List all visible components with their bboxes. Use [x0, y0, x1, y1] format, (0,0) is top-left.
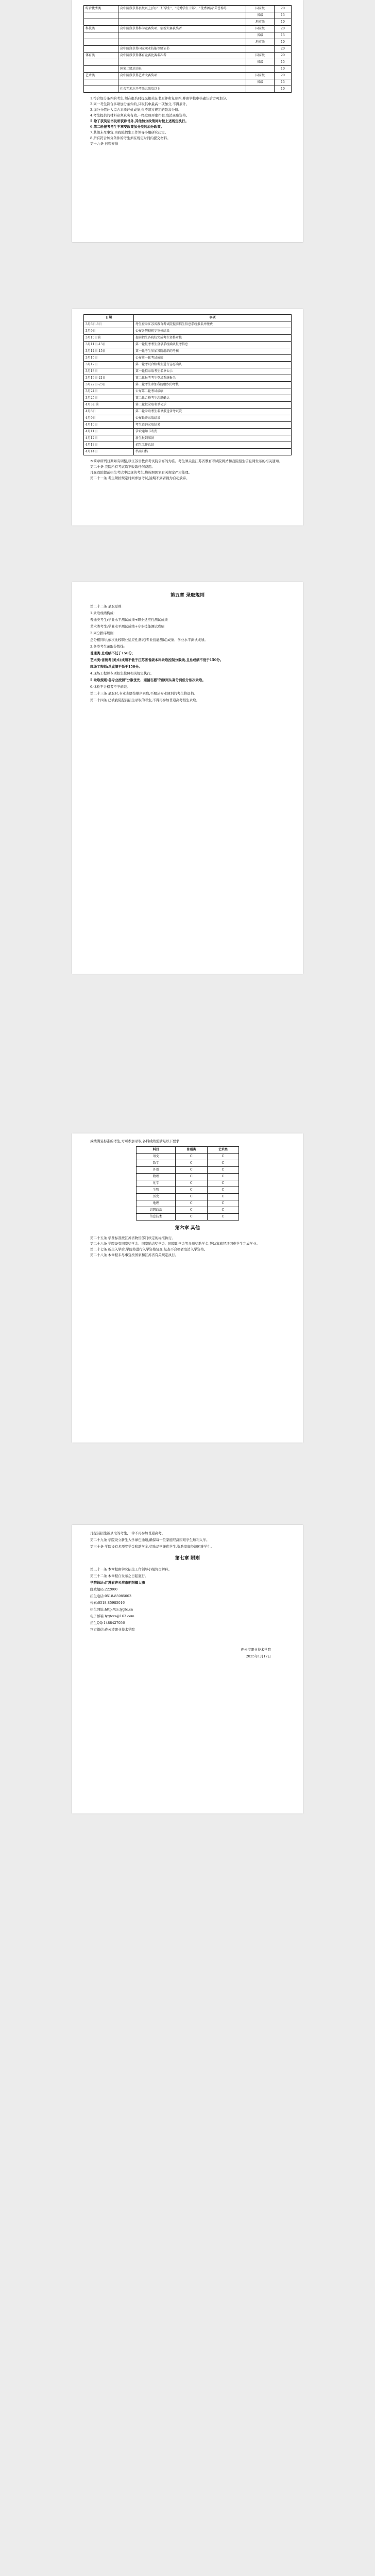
grade-row	[137, 1167, 239, 1174]
bonus-cell-cat: 艺术类	[84, 73, 118, 79]
grade-row	[137, 1154, 239, 1160]
schedule-item: 公布各院校初步审核结果	[134, 328, 292, 335]
bonus-cell-score: 20	[275, 26, 292, 32]
schedule-row	[84, 368, 292, 375]
rule-b2: 艺术类:省统考(美术)成绩不低于江苏省省级本科录取控制分数线,且总成绩不低于150分。	[90, 658, 224, 662]
bonus-cell-cat	[84, 86, 118, 93]
bonus-cell-level: 地市级	[246, 19, 275, 26]
note-1: 1.符合加分条件的考生,须在报名时提交相关证书原件和复印件,并由学校审核确认后方可加分。	[90, 96, 230, 100]
bonus-cell-level: 地市级	[246, 39, 275, 46]
schedule-item: 第二轮考生参加我院组织的考核	[134, 382, 292, 388]
final-r1: 第二十九条 学院设立新生入学绿色通道,确保每一位家庭经济困难学生顺利入学。	[90, 1538, 210, 1542]
bonus-cell-cat	[84, 19, 118, 26]
schedule-date: 3月25日	[84, 395, 134, 402]
rule-p2: 1.录取成绩构成:	[90, 611, 115, 615]
grade-subject: 思想政治	[137, 1207, 176, 1214]
bonus-row	[84, 73, 292, 79]
grade-art: C	[207, 1160, 238, 1167]
rule-p11: 第二十三条 录取时,专业志愿按顺序录取,不服从专业调剂的考生将退档。	[90, 691, 197, 696]
bonus-row	[84, 86, 292, 93]
grade-general: C	[176, 1200, 207, 1207]
bonus-cell-cat	[84, 79, 118, 86]
grade-row	[137, 1187, 239, 1194]
rule-p12: 第二十四条 已被我院提前招生录取的考生,不得再参加普通高考招生录取。	[90, 698, 200, 702]
grade-subject: 生物	[137, 1187, 176, 1194]
grade-general: C	[176, 1214, 207, 1221]
schedule-item: 考生查询录取结果	[134, 422, 292, 429]
schedule-note-2: 第二十条 我院所有考试均不收取任何费用。	[90, 465, 155, 469]
bonus-cell-item: 高中阶段获得县级以上(含)"三好学生"、"优秀学生干部"、"优秀团员"荣誉称号	[118, 6, 246, 12]
annex-2: 第三十二条 本章程自发布之日起施行。	[90, 1574, 148, 1578]
schedule-row	[84, 402, 292, 409]
grade-row	[137, 1214, 239, 1221]
rule-p3: 普通类考生:学业水平测试成绩+职业适应性测试成绩	[90, 618, 168, 622]
schedule-date: 4月13日	[84, 442, 134, 449]
grade-general: C	[176, 1187, 207, 1194]
rule-b3: 现场工程师:总成绩不低于150分。	[90, 665, 142, 669]
grade-art: C	[207, 1180, 238, 1187]
fax: 传真:0518-85985016	[90, 1601, 125, 1605]
schedule-item: 公布第一轮考试成绩	[134, 355, 292, 362]
schedule-row	[84, 321, 292, 328]
schedule-item: 第二轮录取考生名单报送省考试院	[134, 409, 292, 415]
final-r2: 第三十条 学院设有多项奖学金和助学金,奖励品学兼优学生,资助家庭经济困难学生。	[90, 1545, 214, 1549]
grade-art: C	[207, 1200, 238, 1207]
grade-general: C	[176, 1180, 207, 1187]
note-8: 8.所有符合加分条件的考生须在规定时间内提交材料。	[90, 136, 171, 140]
schedule-note-3: 凡在我院提前招生考试中违规的考生,将按照国家有关规定严肃处理。	[90, 470, 192, 474]
schedule-date: 3月16日	[84, 355, 134, 362]
schedule-date: 4月14日	[84, 449, 134, 455]
schedule-row	[84, 382, 292, 388]
bonus-cell-item: 高中阶段获得国家职业技能等级证书	[118, 46, 246, 53]
schedule-date: 3月14日-15日	[84, 348, 134, 355]
other-4: 第二十八条 本章程未尽事宜按国家和江苏省有关规定执行。	[90, 1253, 179, 1257]
schedule-date: 4月8日	[84, 409, 134, 415]
bonus-notes	[83, 96, 292, 147]
bonus-cell-cat: 体育类	[84, 53, 118, 59]
schedule-date: 3月22日-23日	[84, 382, 134, 388]
bonus-cell-score: 20	[275, 6, 292, 12]
rule-p9: 5.录取规则:各专业按照"分数优先、遵循志愿"的原则从高分到低分依次录取。	[90, 678, 206, 682]
schedule-item: 公布最终录取结果	[134, 415, 292, 422]
bonus-row	[84, 12, 292, 19]
schedule-header-date: 日期	[84, 315, 134, 321]
note-7: 7.其他未尽事宜,由我院招生工作领导小组研究决定。	[90, 130, 168, 134]
schedule-item: 第二轮合格考生志愿确认	[134, 395, 292, 402]
grade-general: C	[176, 1194, 207, 1200]
bonus-cell-level: 国家级	[246, 73, 275, 79]
schedule-row	[84, 422, 292, 429]
grade-header-art: 艺术类	[207, 1147, 238, 1154]
schedule-row	[84, 362, 292, 368]
grade-row	[137, 1194, 239, 1200]
bonus-row	[84, 66, 292, 73]
bonus-cell-item	[118, 79, 246, 86]
annex-1: 第三十一条 本章程由学院招生工作领导小组负责解释。	[90, 1567, 172, 1571]
grade-table	[136, 1146, 239, 1221]
issue-date: 2025年1月17日	[246, 1654, 271, 1658]
schedule-row	[84, 449, 292, 455]
bonus-cell-item: 高中阶段获得科学竞赛奖项、创新大赛获奖者	[118, 26, 246, 32]
grade-header-subject: 科目	[137, 1147, 176, 1154]
page-1	[72, 0, 303, 242]
bonus-cell-level: 国家级	[246, 6, 275, 12]
bonus-cell-item	[118, 32, 246, 39]
bonus-cell-level: 省级	[246, 32, 275, 39]
grade-row	[137, 1200, 239, 1207]
grade-row	[137, 1207, 239, 1214]
bonus-cell-score: 15	[275, 32, 292, 39]
bonus-row	[84, 53, 292, 59]
chapter-6-title: 第六章 其他	[175, 1226, 200, 1231]
grade-row	[137, 1180, 239, 1187]
rule-p5: 2.同分排序规则:	[90, 631, 115, 635]
schedule-item: 新生报到准备	[134, 435, 292, 442]
schedule-item: 第一轮拟录取考生名单公示	[134, 368, 292, 375]
bonus-cell-item: 国家二级运动员	[118, 66, 246, 73]
bonus-cell-score: 15	[275, 12, 292, 19]
bonus-cell-score: 10	[275, 86, 292, 93]
bonus-cell-level: 国家级	[246, 53, 275, 59]
wechat-contact: 官方微信:连云港职业技术学院	[90, 1628, 135, 1632]
grade-subject: 历史	[137, 1194, 176, 1200]
schedule-date: 3月10日前	[84, 335, 134, 342]
bonus-cell-cat	[84, 39, 118, 46]
grade-general: C	[176, 1160, 207, 1167]
schedule-date: 4月3日前	[84, 402, 134, 409]
bonus-cell-cat	[84, 32, 118, 39]
bonus-cell-score: 10	[275, 66, 292, 73]
bonus-cell-cat	[84, 46, 118, 53]
final-intro: 凡提前招生被录取的考生,一律不再参加普通高考。	[90, 1531, 165, 1535]
other-2: 第二十六条 学院设有国家奖学金、国家励志奖学金、国家助学金等多项奖助学金,帮助家庭经济困难学生完成学业。	[90, 1242, 260, 1246]
grade-art: C	[207, 1194, 238, 1200]
schedule-row	[84, 415, 292, 422]
grade-general: C	[176, 1207, 207, 1214]
bonus-cell-cat	[84, 12, 118, 19]
grade-general: C	[176, 1167, 207, 1174]
schedule-item: 第二轮拟录取名单公示	[134, 402, 292, 409]
bonus-row	[84, 6, 292, 12]
grade-subject: 语文	[137, 1154, 176, 1160]
bonus-cell-level: 国家级	[246, 26, 275, 32]
bonus-cell-cat: 综合优秀类	[84, 6, 118, 12]
rule-p4: 艺术类考生:学业水平测试成绩+专业技能测试成绩	[90, 624, 165, 629]
bonus-cell-cat	[84, 66, 118, 73]
bonus-cell-cat: 科技类	[84, 26, 118, 32]
bonus-cell-item: 社会艺术水平考级五级及以上	[118, 86, 246, 93]
schedule-date: 3月24日	[84, 388, 134, 395]
schedule-item: 考生登录江苏省教育考试院提前招生信息系统报名并缴费	[134, 321, 292, 328]
bonus-row	[84, 79, 292, 86]
grade-general: C	[176, 1154, 207, 1160]
bonus-cell-item	[118, 59, 246, 66]
schedule-date: 4月10日	[84, 422, 134, 429]
bonus-cell-score: 10	[275, 39, 292, 46]
phone: 招生电话:0518-85985003	[90, 1594, 132, 1598]
note-6: 6.第二轮报考考生不享受政策加分类的加分政策。	[90, 125, 164, 129]
schedule-date: 3月18日	[84, 368, 134, 375]
bonus-cell-score: 15	[275, 59, 292, 66]
schedule-row	[84, 429, 292, 435]
grade-art: C	[207, 1214, 238, 1221]
schedule-date: 3月19日-21日	[84, 375, 134, 382]
bonus-cell-level	[246, 66, 275, 73]
schedule-date: 3月9日	[84, 328, 134, 335]
bonus-table	[83, 5, 292, 93]
grade-subject: 物理	[137, 1174, 176, 1180]
other-1: 第二十五条 学费标准按江苏省物价部门核定的标准执行。	[90, 1236, 175, 1240]
grade-art: C	[207, 1207, 238, 1214]
schedule-item: 第一轮考试合格考生进行志愿确认	[134, 362, 292, 368]
grade-art: C	[207, 1174, 238, 1180]
rule-p6: 总分相同时,依次比较职业适应性测试(专业技能测试)成绩、学业水平测试成绩。	[90, 638, 208, 642]
schedule-table	[83, 314, 292, 455]
schedule-item: 第二轮报考考生登录系统报名	[134, 375, 292, 382]
bonus-cell-item: 高中阶段获得体育竞赛比赛名次者	[118, 53, 246, 59]
note-3: 3.加分分值计入综合素质评价成绩,但不超过规定的最高分值。	[90, 108, 182, 112]
grade-intro: 成绩满足标准的考生,方可参加录取,各科成绩需满足以下要求:	[90, 1139, 181, 1143]
issuer: 连云港职业技术学院	[241, 1648, 271, 1652]
email-link[interactable]: 电子邮箱:lygtczs@163.com	[90, 1614, 134, 1618]
schedule-row	[84, 435, 292, 442]
bonus-cell-item: 高中阶段获得艺术大赛奖项	[118, 73, 246, 79]
schedule-item: 档案归档	[134, 449, 292, 455]
schedule-date: 3月17日	[84, 362, 134, 368]
grade-row	[137, 1160, 239, 1167]
bonus-row	[84, 39, 292, 46]
schedule-item: 公布第二轮考试成绩	[134, 388, 292, 395]
bonus-cell-score: 15	[275, 79, 292, 86]
grade-art: C	[207, 1167, 238, 1174]
grade-art: C	[207, 1187, 238, 1194]
page-3	[72, 582, 303, 974]
bonus-cell-level: 省级	[246, 59, 275, 66]
bonus-cell-score: 20	[275, 73, 292, 79]
schedule-item: 第一轮报考考生登录系统确认报考信息	[134, 342, 292, 348]
rule-p7: 3.各类考生录取分数线:	[90, 645, 125, 649]
schedule-date: 4月11日	[84, 429, 134, 435]
schedule-row	[84, 409, 292, 415]
grade-subject: 信息技术	[137, 1214, 176, 1221]
schedule-date: 3月6日-8日	[84, 321, 134, 328]
qq-contact: 招生QQ:1488427056	[90, 1621, 125, 1625]
bonus-cell-level: 省级	[246, 12, 275, 19]
note-4: 4.考生提供的材料必须真实有效,一经发现弄虚作假,取消录取资格。	[90, 113, 190, 117]
rule-p8: 4.现场工程师专项招生按照相关规定执行。	[90, 671, 154, 675]
other-3: 第二十七条 新生入学后,学院将进行入学资格复查,复查不合格者取消入学资格。	[90, 1247, 208, 1251]
rule-b1: 普通类:总成绩不低于150分;	[90, 651, 133, 655]
schedule-row	[84, 348, 292, 355]
website-link[interactable]: 招生网址:http://zs.lygtc.cn	[90, 1607, 133, 1612]
grade-subject: 外语	[137, 1167, 176, 1174]
schedule-row	[84, 342, 292, 348]
schedule-row	[84, 335, 292, 342]
bonus-row	[84, 32, 292, 39]
schedule-item: 招生工作总结	[134, 442, 292, 449]
note-2: 2.同一考生符合多项加分条件的,只取其中最高一项加分,不得累计。	[90, 102, 190, 106]
schedule-row	[84, 328, 292, 335]
rule-p1: 第二十二条 录取原则:	[90, 604, 123, 608]
bonus-row	[84, 26, 292, 32]
bonus-row	[84, 59, 292, 66]
bonus-cell-cat	[84, 59, 118, 66]
schedule-item: 提前招生各院校完成考生资格审核	[134, 335, 292, 342]
bonus-row	[84, 46, 292, 53]
bonus-cell-item	[118, 12, 246, 19]
grade-subject: 地理	[137, 1200, 176, 1207]
school-address: 学院地址:江苏省连云港市朝阳镇大庙	[90, 1581, 145, 1585]
schedule-item: 第一轮考生参加我院组织的考核	[134, 348, 292, 355]
grade-subject: 化学	[137, 1180, 176, 1187]
rule-p10: 6.体检不合格者不予录取。	[90, 685, 130, 689]
page-2	[72, 309, 303, 526]
grade-header-general: 普通类	[176, 1147, 207, 1154]
zip-code: 邮政编码:222000	[90, 1587, 118, 1591]
schedule-item: 录取通知书寄发	[134, 429, 292, 435]
grade-row	[137, 1174, 239, 1180]
grade-subject: 数学	[137, 1160, 176, 1167]
note-5: 5.除了获奖证书及所获称号外,其他加分政策同时按上述规定执行。	[90, 119, 189, 123]
schedule-note-1: 本简章所列日期如有调整,以江苏省教育考试院公布的为准。考生须关注江苏省教育考试院网站和我院招生信息网发布的相关通知。	[90, 459, 282, 463]
bonus-row	[84, 19, 292, 26]
schedule-row	[84, 395, 292, 402]
bonus-cell-item	[118, 19, 246, 26]
schedule-header-item: 事项	[134, 315, 292, 321]
page-5	[72, 1525, 303, 1814]
page-4	[72, 1133, 303, 1443]
bonus-cell-score: 20	[275, 46, 292, 53]
schedule-date: 4月12日	[84, 435, 134, 442]
bonus-cell-score: 20	[275, 53, 292, 59]
schedule-row	[84, 442, 292, 449]
bonus-cell-level	[246, 46, 275, 53]
schedule-note-4: 第二十一条 考生须按规定时间参加考试,逾期不到者视为自动放弃。	[90, 476, 190, 480]
bonus-cell-level	[246, 86, 275, 93]
schedule-date: 4月9日	[84, 415, 134, 422]
chapter-7-title: 第七章 附则	[175, 1556, 200, 1561]
bonus-cell-item	[118, 39, 246, 46]
grade-general: C	[176, 1174, 207, 1180]
schedule-row	[84, 355, 292, 362]
schedule-date: 3月11日-13日	[84, 342, 134, 348]
schedule-row	[84, 388, 292, 395]
grade-art: C	[207, 1154, 238, 1160]
section-heading: 第十九条 日程安排	[90, 142, 118, 146]
bonus-cell-level: 省级	[246, 79, 275, 86]
schedule-row	[84, 375, 292, 382]
chapter-5-title: 第五章 录取规则	[170, 593, 205, 598]
bonus-cell-score: 10	[275, 19, 292, 26]
